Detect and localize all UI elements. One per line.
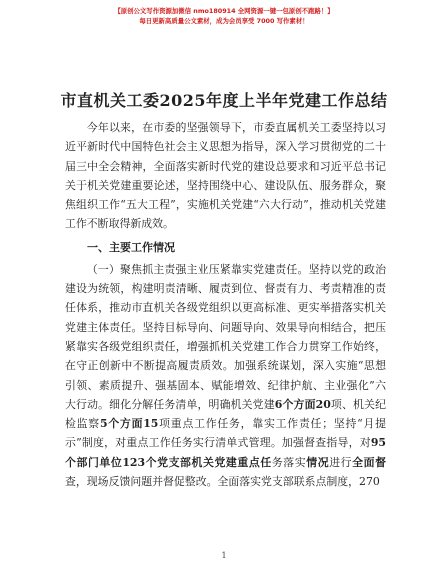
document-body xyxy=(65,118,386,491)
para-bold-text: 6个方面20 xyxy=(274,397,331,411)
page-number: 1 xyxy=(221,551,227,560)
para-text: 项、机关纪检监察 xyxy=(65,397,386,431)
para-bold-text: 95个部门单位123个党支部机关党建重点任 xyxy=(65,436,386,469)
para-text: 务落实 xyxy=(271,455,307,469)
para-bold-text: 全面督 xyxy=(352,455,386,469)
para-text: 查，现场反馈问题并督促整改。全面落实党支部联系点制度，270 xyxy=(65,475,380,489)
header-banner xyxy=(0,6,448,26)
document-title: 市直机关工委2025年度上半年党建工作总结 xyxy=(60,91,388,110)
section-paragraph xyxy=(65,260,386,492)
para-text: （一）聚焦抓主责强主业压紧靠实党建责任。坚持以党的政治建设为统领，构建明责清晰、履责到位、督责有力、考责精准的责任体系，推动市直机关各级党组织以更高标准、更实举措落实机关党建主体责任。坚持目标导向、问题导向、效果导向相结合，把压紧靠实各级党组织责任，增强抓机关党建工作合力贯穿工作始终，在守正创新中不断提高履责质效。加强系统谋划，深入实施“思想引领、素质提升、强基固本、赋能增效、纪律护航、主业强化”六大行动。细化分解任务清单，明确机关党建 xyxy=(65,262,386,411)
para-bold-text: 5个方面15 xyxy=(99,417,159,431)
section-heading: 一、主要工作情况 xyxy=(87,240,175,254)
banner-line-1: 【原创公文写作资源加微信 nmo180914 全网资源一键一包原创不跑路！】 xyxy=(114,7,334,15)
para-text: 进行 xyxy=(329,455,353,469)
banner-line-2: 每日更新高质量公文素材，成为会员享受 7000 写作素材！ xyxy=(139,17,309,25)
para-text: 项重点工作任务，靠实工作责任；坚持“月提示”制度，对重点工作任务实行清单式管理。加强督查指导，对 xyxy=(65,417,386,450)
para-bold-text: 情况 xyxy=(306,455,330,469)
intro-paragraph: 今年以来，在市委的坚强领导下，市委直属机关工委坚持以习近平新时代中国特色社会主义思想为指导，深入学习贯彻党的二十届三中全会精神，全面落实新时代党的建设总要求和习近平总书记关于机关党建重要论述，坚持围绕中心、建设队伍、服务群众，聚焦组织工作“五大工程”，实施机关党建“六大行动”，推动机关党建工作不断取得新成效。 xyxy=(65,121,386,231)
